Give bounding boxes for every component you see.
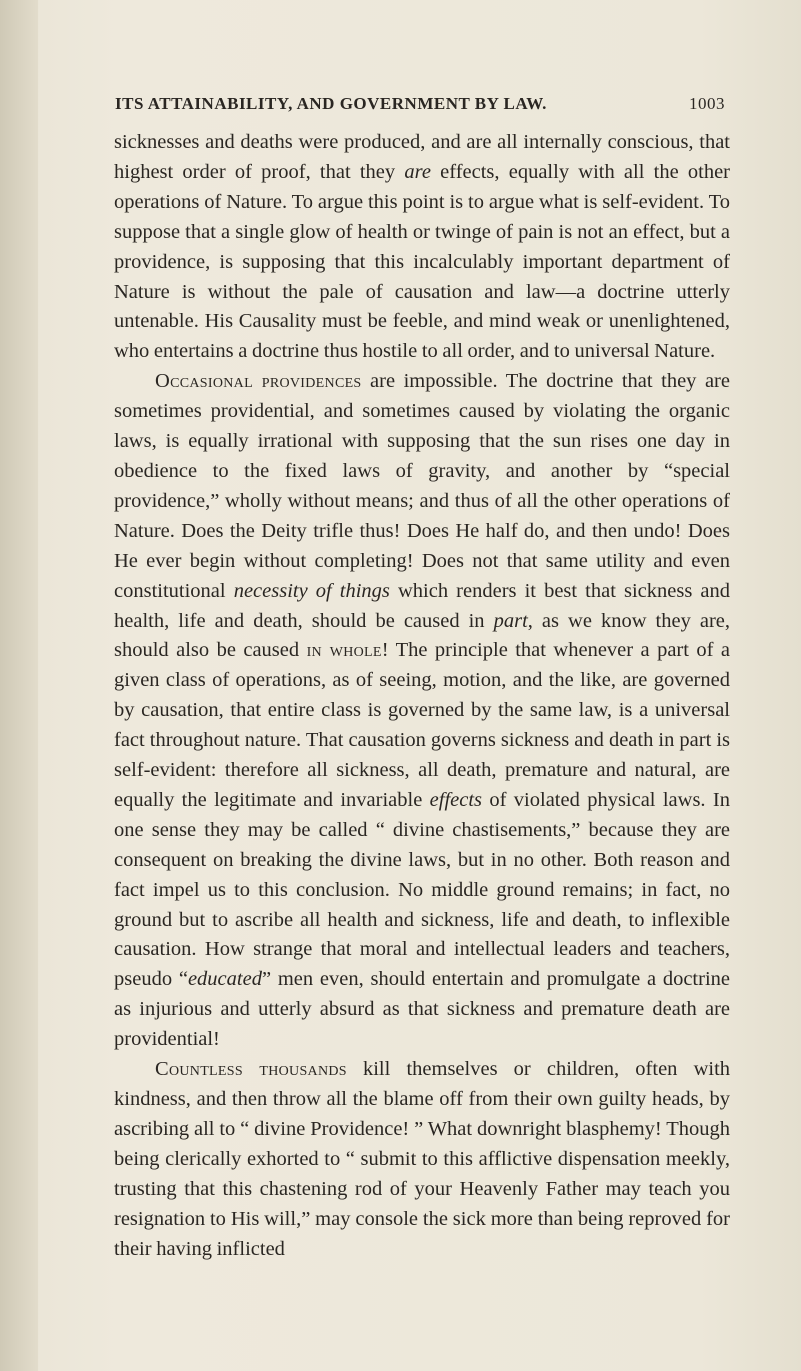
- running-title: ITS ATTAINABILITY, AND GOVERNMENT BY LAW.: [115, 94, 547, 113]
- paragraph: [114, 367, 730, 1055]
- paragraph: [114, 128, 730, 367]
- text-run: , as we know they are, should also be caused: [114, 609, 731, 662]
- italic-run: necessity of things: [233, 579, 390, 602]
- body-text: [114, 128, 730, 1264]
- small-caps-run: Occasional providences: [155, 370, 362, 393]
- italic-run: effects: [429, 788, 483, 811]
- italic-run: part: [493, 609, 528, 632]
- page-header: [115, 94, 725, 120]
- page-number: 1003: [689, 94, 725, 113]
- small-caps-run: Countless thousands: [155, 1058, 347, 1081]
- text-run: kill themselves or children, often with kindness, and then throw all the blame off from their own guilty heads, by ascribing all to “ divine Providence! ” What downright blasphemy! Though being clerically exhorted to “ submit to this afflictive dispensation meekly, trusting that this chastening rod of your Heavenly Father may teach you resignation to His will,” may console the sick more than being reproved for their having inflicted: [114, 1058, 731, 1260]
- paragraph: [114, 1055, 730, 1264]
- text-run: of violated physical laws. In one sense they may be called “ divine chastisements,” because they are consequent on breaking the divine laws, but in no other. Both reason and fact impel us to this conclusion. No middle ground remains; in fact, no ground but to ascribe all health and sickness, life and death, to inflexible causation. How strange that moral and intellectual leaders and teachers, pseudo “: [114, 788, 730, 991]
- text-run: sicknesses and deaths were produced, and are all internally conscious, that highest order of proof, that they: [114, 131, 730, 183]
- text-run: ! The principle that whenever a part of a given class of operations, as of seeing, motion, and the like, are governed by causation, that entire class is governed by the same law, is a universal fact throughout nature. That causation governs sickness and death in part is self-evident: therefore all sickness, all death, premature and natural, are equally the legitimate and invariable: [114, 639, 730, 811]
- text-run: which renders it best that sickness and health, life and death, should be caused in: [114, 579, 730, 632]
- text-run: effects, equally with all the other operations of Nature. To argue this point is to argue what is self-evident. To suppose that a single glow of health or twinge of pain is not an effect, but a providence, is supposing that this incalculably important department of Nature is without the pale of causation and law—a doctrine utterly untenable. His Causality must be feeble, and mind weak or unenlightened, who entertains a doctrine thus hostile to all order, and to universal Nature.: [114, 160, 730, 363]
- small-caps-run: in whole: [306, 639, 382, 662]
- italic-run: educated: [187, 968, 262, 991]
- italic-run: are: [404, 160, 431, 183]
- text-run: ” men even, should entertain and promulgate a doctrine as injurious and utterly absurd as that sickness and premature death are providential!: [114, 968, 730, 1051]
- binding-gutter: [0, 0, 38, 1371]
- text-run: are impossible. The doctrine that they are sometimes providential, and sometimes caused by violating the organic laws, is equally irrational with supposing that the sun rises one day in obedience to the fixed laws of gravity, and another by “special providence,” wholly without means; and thus of all the other operations of Nature. Does the Deity trifle thus! Does He half do, and then undo! Does He ever begin without completing! Does not that same utility and even constitutional: [114, 370, 730, 602]
